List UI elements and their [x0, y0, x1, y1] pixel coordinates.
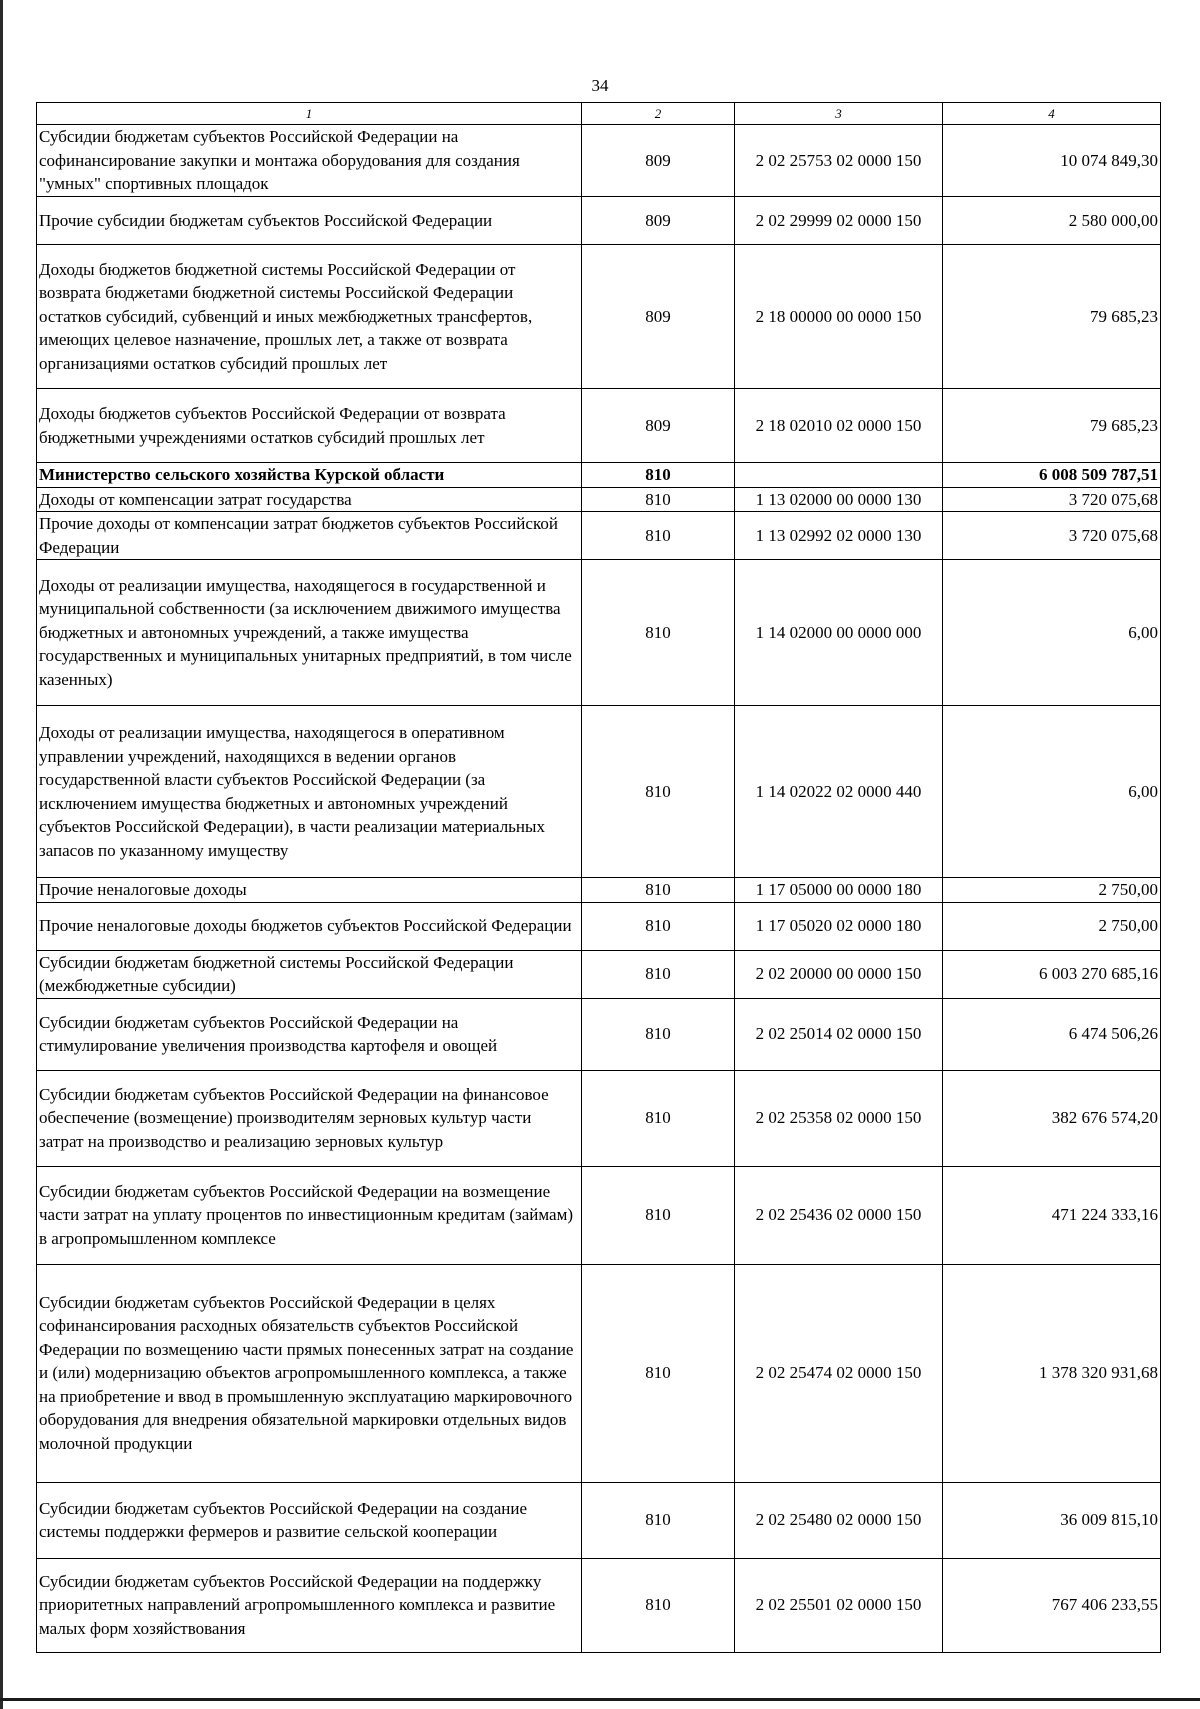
row-budget-code-cell: 2 02 29999 02 0000 150: [735, 197, 943, 245]
row-admin-code-cell: 810: [582, 560, 735, 706]
row-budget-code-cell: 2 02 25014 02 0000 150: [735, 998, 943, 1070]
row-budget-code-cell: 2 02 25501 02 0000 150: [735, 1558, 943, 1652]
row-amount-cell: 3 720 075,68: [943, 512, 1161, 560]
row-name-cell: Доходы бюджетов субъектов Российской Федерации от возврата бюджетными учреждениями остатков субсидий прошлых лет: [37, 389, 582, 463]
table-row: [37, 560, 1161, 706]
row-amount-cell: 3 720 075,68: [943, 487, 1161, 512]
row-name-cell: Прочие доходы от компенсации затрат бюджетов субъектов Российской Федерации: [37, 512, 582, 560]
table-row: [37, 706, 1161, 878]
table-row: [37, 125, 1161, 197]
row-admin-code-cell: 809: [582, 197, 735, 245]
row-budget-code-cell: 1 13 02992 02 0000 130: [735, 512, 943, 560]
row-admin-code-cell: 809: [582, 389, 735, 463]
row-name-cell: Доходы от компенсации затрат государства: [37, 487, 582, 512]
row-amount-cell: 6,00: [943, 706, 1161, 878]
row-admin-code-cell: 810: [582, 706, 735, 878]
table-row: [37, 1482, 1161, 1558]
row-name-cell: Субсидии бюджетам субъектов Российской Федерации на возмещение части затрат на уплату процентов по инвестиционным кредитам (займам) в агропромышленном комплексе: [37, 1166, 582, 1264]
row-admin-code-cell: 810: [582, 1166, 735, 1264]
table-row: [37, 1558, 1161, 1652]
row-amount-cell: 2 750,00: [943, 878, 1161, 903]
row-name-cell: Субсидии бюджетам субъектов Российской Федерации в целях софинансирования расходных обязательств субъектов Российской Федерации по возмещению части прямых понесенных затрат на создание и (или) модернизацию объектов агропромышленного комплекса, а также на приобретение и ввод в промышленную эксплуатацию маркировочного оборудования для внедрения обязательной маркировки отдельных видов молочной продукции: [37, 1264, 582, 1482]
row-admin-code-cell: 810: [582, 902, 735, 950]
row-name-cell: Прочие неналоговые доходы: [37, 878, 582, 903]
table-row: [37, 1264, 1161, 1482]
row-amount-cell: 382 676 574,20: [943, 1070, 1161, 1166]
row-budget-code-cell: 2 18 00000 00 0000 150: [735, 245, 943, 389]
row-name-cell: Субсидии бюджетам субъектов Российской Федерации на софинансирование закупки и монтажа оборудования для создания "умных" спортивных площадок: [37, 125, 582, 197]
row-name-cell: Доходы от реализации имущества, находящегося в оперативном управлении учреждений, находящихся в ведении органов государственной власти субъектов Российской Федерации (за исключением имущества бюджетных и автономных учреждений субъектов Российской Федерации), в части реализации материальных запасов по указанному имуществу: [37, 706, 582, 878]
row-admin-code-cell: 810: [582, 1558, 735, 1652]
row-budget-code-cell: 1 17 05000 00 0000 180: [735, 878, 943, 903]
row-budget-code-cell: 2 02 25480 02 0000 150: [735, 1482, 943, 1558]
row-admin-code-cell: 810: [582, 998, 735, 1070]
row-name-cell: Субсидии бюджетам бюджетной системы Российской Федерации (межбюджетные субсидии): [37, 950, 582, 998]
table-row: [37, 463, 1161, 488]
row-amount-cell: 767 406 233,55: [943, 1558, 1161, 1652]
row-amount-cell: 471 224 333,16: [943, 1166, 1161, 1264]
table-row: [37, 998, 1161, 1070]
row-amount-cell: 2 580 000,00: [943, 197, 1161, 245]
row-name-cell: Доходы от реализации имущества, находящегося в государственной и муниципальной собственности (за исключением движимого имущества бюджетных и автономных учреждений, а также имущества государственных и муниципальных унитарных предприятий, в том числе казенных): [37, 560, 582, 706]
row-name-cell: Субсидии бюджетам субъектов Российской Федерации на стимулирование увеличения производства картофеля и овощей: [37, 998, 582, 1070]
scan-left-edge: [0, 0, 3, 1709]
page-number: 34: [591, 76, 609, 95]
row-amount-cell: 2 750,00: [943, 902, 1161, 950]
row-name-cell: Прочие субсидии бюджетам субъектов Российской Федерации: [37, 197, 582, 245]
row-name-cell: Прочие неналоговые доходы бюджетов субъектов Российской Федерации: [37, 902, 582, 950]
row-admin-code-cell: 810: [582, 1070, 735, 1166]
column-header-row: [37, 103, 1161, 125]
row-admin-code-cell: 810: [582, 512, 735, 560]
row-amount-cell: 6 003 270 685,16: [943, 950, 1161, 998]
row-admin-code-cell: 810: [582, 463, 735, 488]
row-amount-cell: 10 074 849,30: [943, 125, 1161, 197]
row-amount-cell: 6 474 506,26: [943, 998, 1161, 1070]
row-admin-code-cell: 809: [582, 245, 735, 389]
table-row: [37, 902, 1161, 950]
column-number-2: 2: [582, 103, 735, 125]
row-admin-code-cell: 810: [582, 1482, 735, 1558]
row-budget-code-cell: [735, 463, 943, 488]
column-number-3: 3: [735, 103, 943, 125]
row-name-cell: Субсидии бюджетам субъектов Российской Федерации на финансовое обеспечение (возмещение) производителям зерновых культур части затрат на производство и реализацию зерновых культур: [37, 1070, 582, 1166]
row-budget-code-cell: 2 02 20000 00 0000 150: [735, 950, 943, 998]
column-number-4: 4: [943, 103, 1161, 125]
column-number-1: 1: [37, 103, 582, 125]
row-admin-code-cell: 810: [582, 950, 735, 998]
row-budget-code-cell: 1 17 05020 02 0000 180: [735, 902, 943, 950]
row-name-cell: Министерство сельского хозяйства Курской области: [37, 463, 582, 488]
table-row: [37, 197, 1161, 245]
row-budget-code-cell: 2 02 25474 02 0000 150: [735, 1264, 943, 1482]
table-row: [37, 487, 1161, 512]
scan-bottom-edge: [0, 1698, 1200, 1701]
row-budget-code-cell: 2 02 25358 02 0000 150: [735, 1070, 943, 1166]
row-amount-cell: 36 009 815,10: [943, 1482, 1161, 1558]
row-name-cell: Субсидии бюджетам субъектов Российской Федерации на создание системы поддержки фермеров и развитие сельской кооперации: [37, 1482, 582, 1558]
table-row: [37, 878, 1161, 903]
row-budget-code-cell: 2 18 02010 02 0000 150: [735, 389, 943, 463]
table-row: [37, 389, 1161, 463]
row-amount-cell: 79 685,23: [943, 245, 1161, 389]
row-amount-cell: 6,00: [943, 560, 1161, 706]
row-admin-code-cell: 809: [582, 125, 735, 197]
row-budget-code-cell: 2 02 25436 02 0000 150: [735, 1166, 943, 1264]
row-name-cell: Субсидии бюджетам субъектов Российской Федерации на поддержку приоритетных направлений агропромышленного комплекса и развитие малых форм хозяйствования: [37, 1558, 582, 1652]
row-amount-cell: 79 685,23: [943, 389, 1161, 463]
row-admin-code-cell: 810: [582, 878, 735, 903]
table-row: [37, 950, 1161, 998]
table-row: [37, 1070, 1161, 1166]
row-amount-cell: 1 378 320 931,68: [943, 1264, 1161, 1482]
row-name-cell: Доходы бюджетов бюджетной системы Российской Федерации от возврата бюджетами бюджетной системы Российской Федерации остатков субсидий, субвенций и иных межбюджетных трансфертов, имеющих целевое назначение, прошлых лет, а также от возврата организациями остатков субсидий прошлых лет: [37, 245, 582, 389]
row-admin-code-cell: 810: [582, 1264, 735, 1482]
revenue-table: [36, 102, 1161, 1653]
row-budget-code-cell: 1 13 02000 00 0000 130: [735, 487, 943, 512]
table-row: [37, 1166, 1161, 1264]
row-budget-code-cell: 2 02 25753 02 0000 150: [735, 125, 943, 197]
table-row: [37, 512, 1161, 560]
row-budget-code-cell: 1 14 02000 00 0000 000: [735, 560, 943, 706]
row-amount-cell: 6 008 509 787,51: [943, 463, 1161, 488]
row-budget-code-cell: 1 14 02022 02 0000 440: [735, 706, 943, 878]
row-admin-code-cell: 810: [582, 487, 735, 512]
table-row: [37, 245, 1161, 389]
